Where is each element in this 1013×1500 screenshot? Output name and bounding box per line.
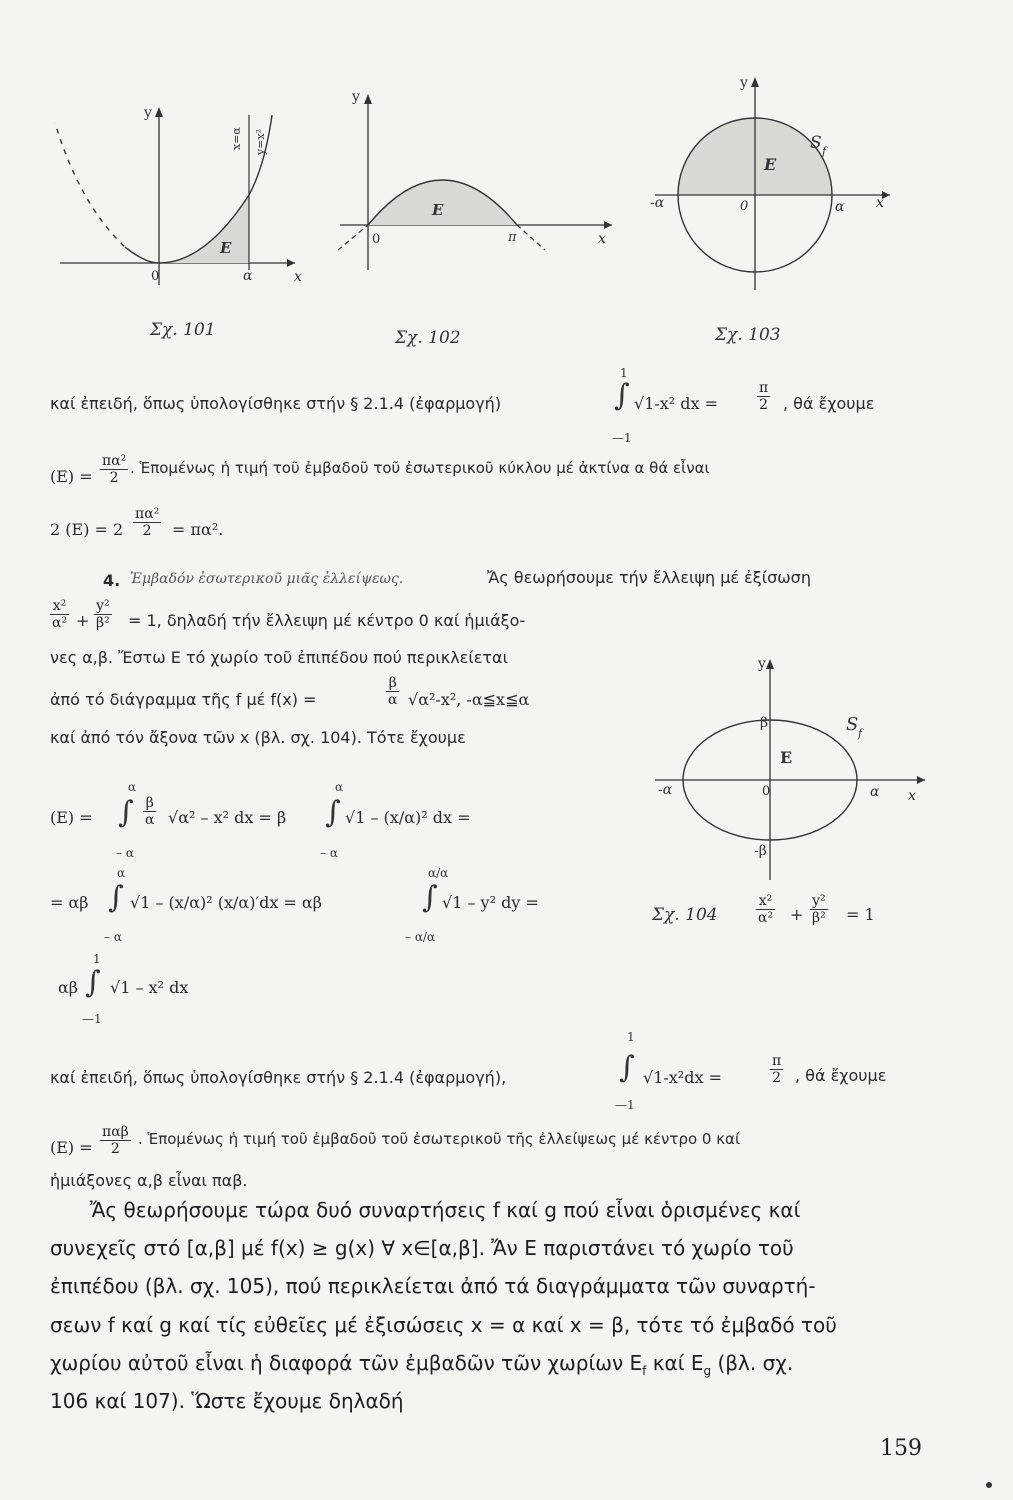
fig101-region-E (159, 195, 249, 263)
fig101-line-label: x=α (230, 127, 243, 150)
fig104-x-label: x (908, 788, 916, 804)
eq1-top2: α (335, 780, 344, 794)
fig101-x-arrow (287, 259, 295, 267)
l2-frac: $\frac{\text{πα²}}{2}$ (102, 453, 127, 486)
l10-lhs: (E) = (50, 1138, 93, 1157)
eq2-integral-2: ∫ (422, 880, 438, 915)
section-4-number: 4. (103, 571, 121, 590)
l5-plus: + (76, 611, 90, 630)
eq2-top2: α/α (428, 866, 449, 880)
l2-lhs: (E) = (50, 467, 93, 486)
eq3-top: 1 (93, 952, 101, 966)
eq1-bot: – α (116, 846, 134, 860)
fig104-b-label: β (760, 715, 769, 731)
fig101-curve-label: y=x² (254, 128, 267, 155)
eq1-bot2: – α (320, 846, 338, 860)
fig103-origin-label: 0 (740, 199, 749, 214)
fig104-a-label: α (870, 784, 880, 800)
fig102-E-label: E (432, 201, 444, 219)
figure-102 (330, 85, 620, 275)
l10-text: . Ἑπομένως ἡ τιμή τοῦ ἐμβαδοῦ τοῦ ἐσωτερικοῦ τῆς ἐλλείψεως μέ κέντρο 0 καί (138, 1130, 741, 1148)
fig104-eq-frac-x: $\frac{\text{x²}}{\text{α²}}$ (758, 893, 774, 926)
eq2-integral: ∫ (108, 880, 124, 915)
l3-lhs: 2 (E) = 2 (50, 520, 124, 539)
fig101-caption: Σχ. 101 (150, 320, 216, 340)
eq2-bot: – α (104, 930, 122, 944)
eq2-mid: √1 – (x/α)² (x/α)′dx = αβ (130, 893, 322, 912)
figure-103 (640, 65, 910, 305)
fig101-E-label: E (220, 239, 232, 257)
paragraph-line-4: σεων f καί g καί τίς εὐθεῖες μέ ἐξισώσεις x = α καί x = β, τότε τό ἐμβαδό τοῦ (50, 1313, 837, 1337)
fig102-pi-label: π (508, 230, 517, 245)
fig103-minus-a-label: -α (650, 195, 665, 211)
l3-frac: $\frac{\text{πα²}}{2}$ (135, 506, 160, 539)
l11-text: ἡμιάξονες α,β εἶναι παβ. (50, 1171, 248, 1190)
fig101-y-arrow (155, 107, 163, 117)
fig103-y-arrow (751, 77, 759, 87)
fig104-eq-frac-y: $\frac{\text{y²}}{\text{β²}}$ (812, 893, 826, 926)
fig104-origin-label: 0 (762, 784, 771, 799)
fig104-E-label: E (780, 748, 793, 767)
l5-text: = 1, δηλαδή τήν ἔλλειψη μέ κέντρο 0 καί ἡμιάξο- (128, 611, 526, 630)
fig103-x-label: x (876, 195, 884, 211)
fig103-E-label: E (764, 155, 777, 174)
l7-frac: $\frac{\beta}{\alpha}$ (388, 675, 398, 708)
l5-frac-y: $\frac{\text{y²}}{\text{β²}}$ (96, 598, 110, 631)
fig104-Sf-sub: f (858, 727, 863, 740)
fig102-y-arrow (364, 94, 372, 104)
l1-end: , θά ἔχουμε (783, 394, 875, 413)
l10-frac: παβ 2 (102, 1124, 129, 1157)
l9-expr: √1-x²dx = (643, 1068, 722, 1087)
fig104-Sf-label: S (846, 714, 859, 735)
fig102-caption: Σχ. 102 (395, 328, 461, 348)
text-line-1: καί ἐπειδή, ὅπως ὑπολογίσθηκε στήν § 2.1.4 (ἐφαρμογή) (50, 394, 502, 413)
fig103-caption: Σχ. 103 (715, 325, 781, 345)
fig104-y-label: y (758, 656, 766, 672)
l9-int-bot: —1 (615, 1098, 635, 1112)
eq2-lhs: = αβ (50, 893, 89, 912)
fig104-eq-plus: + (790, 905, 804, 924)
fig104-eq-rhs: = 1 (846, 905, 875, 924)
l9-frac: $\frac{\pi}{2}$ (772, 1053, 782, 1086)
fig101-y-label: y (144, 105, 152, 121)
eq3-lhs: αβ (58, 978, 79, 997)
l5-frac-x: $\frac{\text{x²}}{\text{α²}}$ (52, 598, 68, 631)
eq1-frac: $\frac{\beta}{\alpha}$ (145, 795, 155, 828)
l9-integral: ∫ (619, 1050, 635, 1085)
paragraph-line-5: χωρίου αὐτοῦ εἶναι ἡ διαφορά τῶν ἐμβαδῶν τῶν χωρίων $E_f$ καί $E_g$ (βλ. σχ. (50, 1351, 794, 1378)
paragraph-line-3: ἐπιπέδου (βλ. σχ. 105), πού περικλείεται ἀπό τά διαγράμματα τῶν συναρτή- (50, 1274, 816, 1298)
section-4-text: Ἄς θεωρήσουμε τήν ἔλλειψη μέ ἐξίσωση (487, 568, 811, 587)
fig103-Sf-sub: f (822, 145, 827, 158)
paragraph-line-6: 106 καί 107). Ὥστε ἔχουμε δηλαδή (50, 1389, 404, 1413)
fig104-caption: Σχ. 104 (652, 905, 718, 925)
ink-dot (986, 1482, 992, 1488)
eq1-integral-2: ∫ (325, 795, 341, 830)
eq3-bot: —1 (82, 1012, 102, 1026)
fig103-y-label: y (740, 75, 748, 91)
fig102-y-label: y (352, 89, 360, 105)
eq2-bot2: – α/α (405, 930, 436, 944)
fig103-a-label: α (835, 199, 845, 215)
fig102-origin-label: 0 (372, 232, 381, 247)
fig102-x-arrow (604, 221, 612, 229)
fig103-Sf-label: S (810, 133, 822, 153)
eq1-top: α (128, 780, 137, 794)
l1-frac: $\frac{\pi}{2}$ (759, 380, 769, 413)
eq2-top: α (117, 866, 126, 880)
paragraph-line-1: Ἄς θεωρήσουμε τώρα δυό συναρτήσεις f καί g πού εἶναι ὁρισμένες καί (90, 1198, 801, 1222)
fig101-origin-label: 0 (151, 269, 160, 284)
l3-rhs: = πα². (172, 520, 224, 539)
eq1-rhs: √1 – (x/α)² dx = (345, 808, 471, 827)
l7-text: ἀπό τό διάγραμμα τῆς f μέ f(x) = (50, 690, 317, 709)
fig104-y-arrow (766, 659, 774, 669)
eq2-rhs: √1 – y² dy = (442, 893, 539, 912)
fig104-minus-a-label: -α (658, 782, 673, 798)
integral-sign: ∫ (614, 378, 630, 413)
l1-int-bot: —1 (612, 431, 632, 445)
eq1-lhs: (E) = (50, 808, 93, 827)
eq1-mid: √α² – x² dx = β (168, 808, 287, 827)
figure-101 (40, 95, 310, 295)
l9-text: καί ἐπειδή, ὅπως ὑπολογίσθηκε στήν § 2.1.4 (ἐφαρμογή), (50, 1068, 507, 1087)
l6-text: νες α,β. Ἔστω E τό χωρίο τοῦ ἐπιπέδου πού περικλείεται (50, 648, 508, 667)
l8-text: καί ἀπό τόν ἄξονα τῶν x (βλ. σχ. 104). Τότε ἔχουμε (50, 728, 466, 747)
fig104-minus-b-label: -β (754, 843, 767, 859)
l9-end: , θά ἔχουμε (795, 1066, 887, 1085)
figure-104 (650, 650, 935, 890)
eq3-integral: ∫ (85, 965, 101, 1000)
l1-expr: √1-x² dx = (634, 394, 719, 413)
section-4-title: Ἐμβαδόν ἐσωτερικοῦ μιᾶς ἐλλείψεως. (130, 571, 404, 587)
paragraph-line-2: συνεχεῖς στό [α,β] μέ f(x) ≥ g(x) ∀ x∈[α,β]. Ἄν E παριστάνει τό χωρίο τοῦ (50, 1236, 794, 1260)
eq1-integral: ∫ (118, 795, 134, 830)
fig101-x-label: x (294, 269, 302, 285)
l7-rest: √α²-x², -α≦x≦α (408, 690, 530, 709)
eq3-rhs: √1 – x² dx (110, 978, 189, 997)
l2-text: . Ἑπομένως ἡ τιμή τοῦ ἐμβαδοῦ τοῦ ἐσωτερικοῦ κύκλου μέ ἀκτίνα α θά εἶναι (130, 459, 710, 477)
l9-int-top: 1 (627, 1030, 635, 1044)
fig101-a-label: α (243, 268, 253, 284)
fig104-x-arrow (917, 776, 925, 784)
l1-int-top: 1 (620, 366, 628, 380)
page-number: 159 (880, 1436, 922, 1461)
fig102-x-label: x (598, 231, 606, 247)
